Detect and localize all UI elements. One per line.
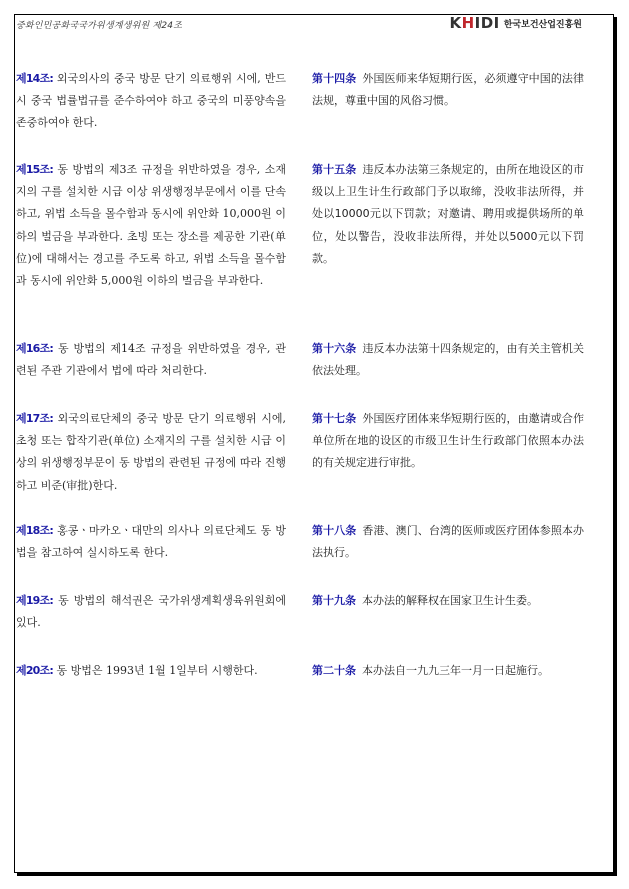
article-text-korean: 동 방법은 1993년 1월 1일부터 시행한다. <box>52 664 258 677</box>
article-chinese <box>312 159 584 270</box>
article-chinese <box>312 660 584 682</box>
article-chinese <box>312 338 584 382</box>
article-number-korean: 제15조: <box>16 163 53 176</box>
article-korean <box>16 660 286 682</box>
article-chinese <box>312 68 584 112</box>
article-text-korean: 동 방법의 해석권은 국가위생계획생육위원회에 있다. <box>16 594 286 630</box>
article-number-chinese: 第二十条 <box>312 664 356 677</box>
khidi-logo: KHIDI <box>449 14 500 32</box>
article-korean <box>16 68 286 135</box>
article-text-chinese: 香港、澳门、台湾的医师或医疗团体参照本办法执行。 <box>312 524 585 560</box>
article-text-korean: 동 방법의 제3조 규정을 위반하였을 경우, 소재지의 구를 설치한 시급 이상 위생행정부문에서 이를 단속하고, 위법 소득을 몰수함과 동시에 위안화 10,000원 이하의 벌금을 부과한다. 초빙 또는 장소를 제공한 기관(单位)에 대해서는 경고를 주도록 하고, 위법 소득을 몰수함과 동시에 위안화 5,000원 이하의 벌금을 부과한다. <box>16 163 286 288</box>
article-chinese <box>312 520 584 564</box>
article-chinese <box>312 590 584 612</box>
article-number-chinese: 第十七条 <box>312 412 357 425</box>
article-text-korean: 외국의료단체의 중국 방문 단기 의료행위 시에, 초청 또는 합작기관(单位) 소재지의 구를 설치한 시급 이상의 위생행정부문이 동 방법의 관련된 규정에 따라 진행하고 비준(审批)한다. <box>16 412 286 492</box>
article-number-korean: 제18조: <box>16 524 53 537</box>
article-text-chinese: 违反本办法第三条规定的，由所在地设区的市级以上卫生计生行政部门予以取缔，没收非法所得，并处以10000元以下罚款；对邀请、聘用或提供场所的单位，处以警告，没收非法所得，并处以5000元以下罚款。 <box>312 163 585 265</box>
organization-name: 한국보건산업진흥원 <box>503 19 582 30</box>
article-number-korean: 제14조: <box>16 72 53 85</box>
article-korean <box>16 590 286 634</box>
article-chinese <box>312 408 584 475</box>
article-korean <box>16 159 286 292</box>
article-text-chinese: 外国医疗团体来华短期行医的，由邀请或合作单位所在地的设区的市级卫生计生行政部门依照本办法的有关规定进行审批。 <box>312 412 585 470</box>
page-header <box>16 14 582 36</box>
article-text-korean: 홍콩ㆍ마카오ㆍ대만의 의사나 의료단체도 동 방법을 참고하여 실시하도록 한다. <box>16 524 286 560</box>
article-text-korean: 외국의사의 중국 방문 단기 의료행위 시에, 반드시 중국 법률법규를 준수하여야 하고 중국의 미풍양속을 존중하여야 한다. <box>16 72 286 130</box>
article-korean <box>16 520 286 564</box>
article-number-chinese: 第十九条 <box>312 594 356 607</box>
article-number-korean: 제19조: <box>16 594 53 607</box>
article-number-chinese: 第十八条 <box>312 524 357 537</box>
article-text-chinese: 本办法的解释权在国家卫生计生委。 <box>362 594 538 607</box>
article-text-chinese: 违反本办法第十四条规定的，由有关主管机关依法处理。 <box>312 342 585 378</box>
article-number-chinese: 第十四条 <box>312 72 357 85</box>
article-number-chinese: 第十五条 <box>312 163 357 176</box>
article-text-korean: 동 방법의 제14조 규정을 위반하였을 경우, 관련된 주관 기관에서 법에 따라 처리한다. <box>16 342 286 378</box>
article-number-chinese: 第十六条 <box>312 342 357 355</box>
article-korean <box>16 338 286 382</box>
document-title: 중화인민공화국국가위생계생위원 제24조 <box>16 21 183 31</box>
article-text-chinese: 本办法自一九九三年一月一日起施行。 <box>362 664 549 677</box>
article-number-korean: 제17조: <box>16 412 53 425</box>
article-number-korean: 제20조: <box>16 664 53 677</box>
article-number-korean: 제16조: <box>16 342 53 355</box>
header-branding <box>449 14 582 32</box>
article-text-chinese: 外国医师来华短期行医，必须遵守中国的法律法规，尊重中国的风俗习惯。 <box>312 72 585 108</box>
article-korean <box>16 408 286 497</box>
